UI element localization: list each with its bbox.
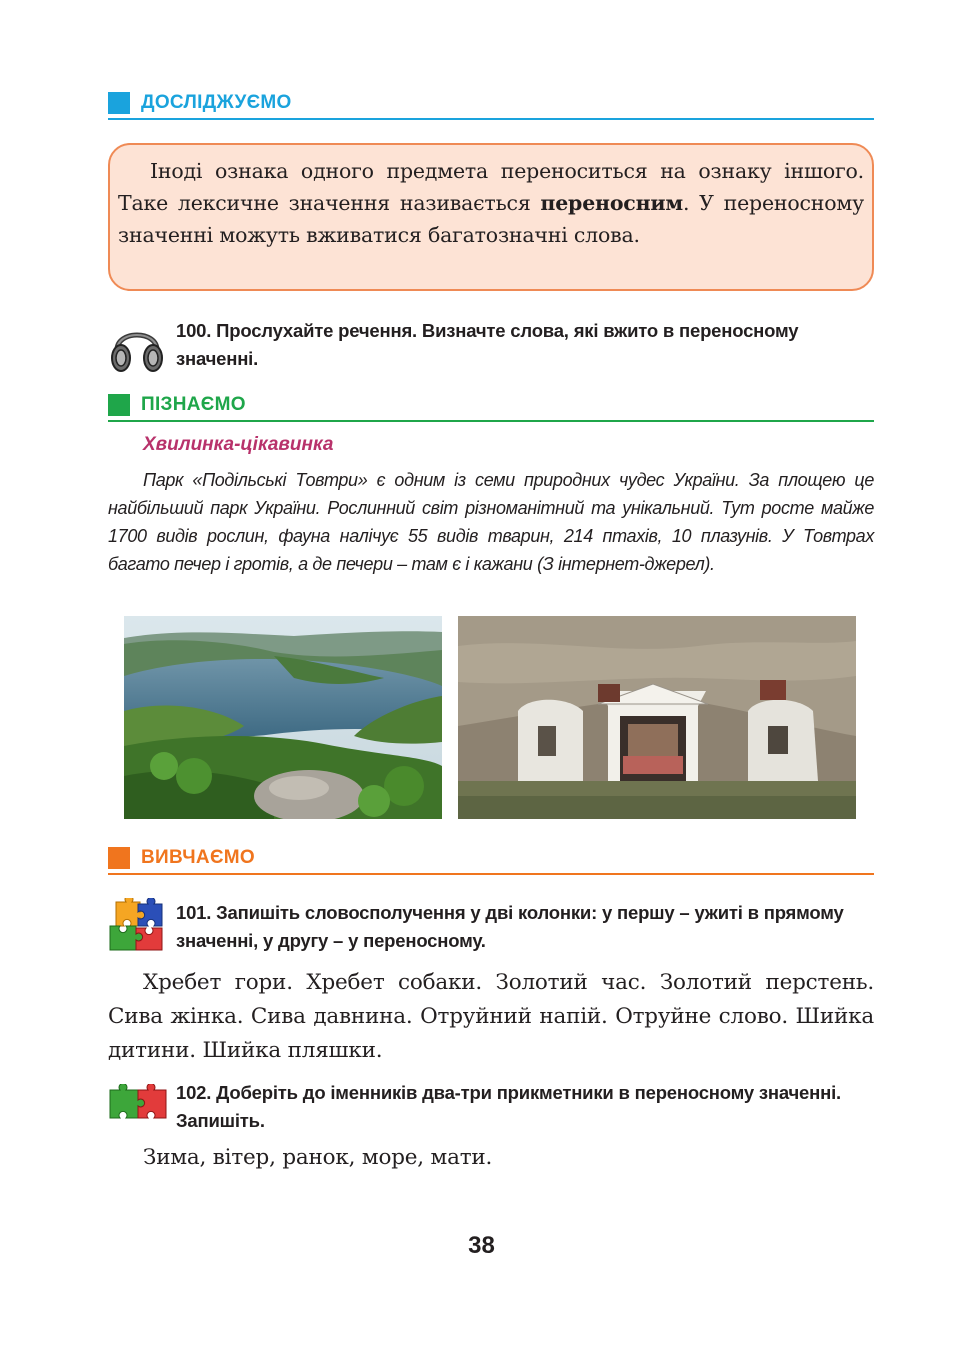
task-instruction: 102. Доберіть до іменників два-три прикметники в переносному значенні. Запишіть. bbox=[176, 1082, 841, 1131]
section-marker bbox=[108, 92, 130, 114]
section-header-explore bbox=[108, 92, 874, 120]
section-header-study bbox=[108, 847, 874, 875]
task-instruction: 100. Прослухайте речення. Визначте слова, які вжито в переносному значенні. bbox=[176, 320, 799, 369]
section-divider bbox=[108, 118, 874, 120]
photo-cave-monastery bbox=[458, 616, 856, 819]
page-number: 38 bbox=[468, 1232, 495, 1259]
rule-text: Іноді ознака одного предмета переноситься на ознаку іншого. Таке лексичне значення називається переносним. У переносному значенні можуть вживатися багатозначні слова. bbox=[118, 159, 864, 247]
rule-box bbox=[108, 143, 874, 291]
section-title: ПІЗНАЄМО bbox=[141, 394, 246, 415]
puzzle-icon bbox=[108, 1084, 168, 1128]
task-102 bbox=[108, 1078, 874, 1138]
headphones-icon bbox=[108, 318, 166, 378]
section-title: ДОСЛІДЖУЄМО bbox=[141, 92, 292, 113]
section-title: ВИВЧАЄМО bbox=[141, 847, 255, 868]
section-marker bbox=[108, 847, 130, 869]
puzzle-icon bbox=[108, 898, 164, 958]
photo-river-landscape bbox=[124, 616, 442, 819]
fact-title: Хвилинка-цікавинка bbox=[143, 434, 334, 455]
fact-text: Парк «Подільські Товтри» є одним із семи природних чудес України. За площею це найбільший парк України. Рослинний світ різноманітний та унікальний. Тут росте майже 1700 видів рослин, фауна налічує 55 видів тварин, 214 птахів, 10 плазунів. У Товтрах багато печер і гротів, а де печери – там є і кажани (З інтернет-джерел). bbox=[108, 470, 874, 574]
section-divider bbox=[108, 420, 874, 422]
section-marker bbox=[108, 394, 130, 416]
task-instruction: 101. Запишіть словосполучення у дві колонки: у першу – ужиті в прямому значенні, у другу – у переносному. bbox=[176, 902, 844, 951]
task-100 bbox=[108, 316, 874, 376]
task-101 bbox=[108, 898, 874, 958]
section-header-learn bbox=[108, 394, 874, 422]
exercise-101-text: Хребет гори. Хребет собаки. Золотий час. Золотий перстень. Сива жінка. Сива давнина. Отруйний напій. Отруйне слово. Шийка дитини. Шийка пляшки. bbox=[108, 970, 874, 1063]
section-divider bbox=[108, 873, 874, 875]
exercise-102-text: Зима, вітер, ранок, море, мати. bbox=[143, 1145, 493, 1170]
rule-term: переносним bbox=[540, 191, 684, 215]
